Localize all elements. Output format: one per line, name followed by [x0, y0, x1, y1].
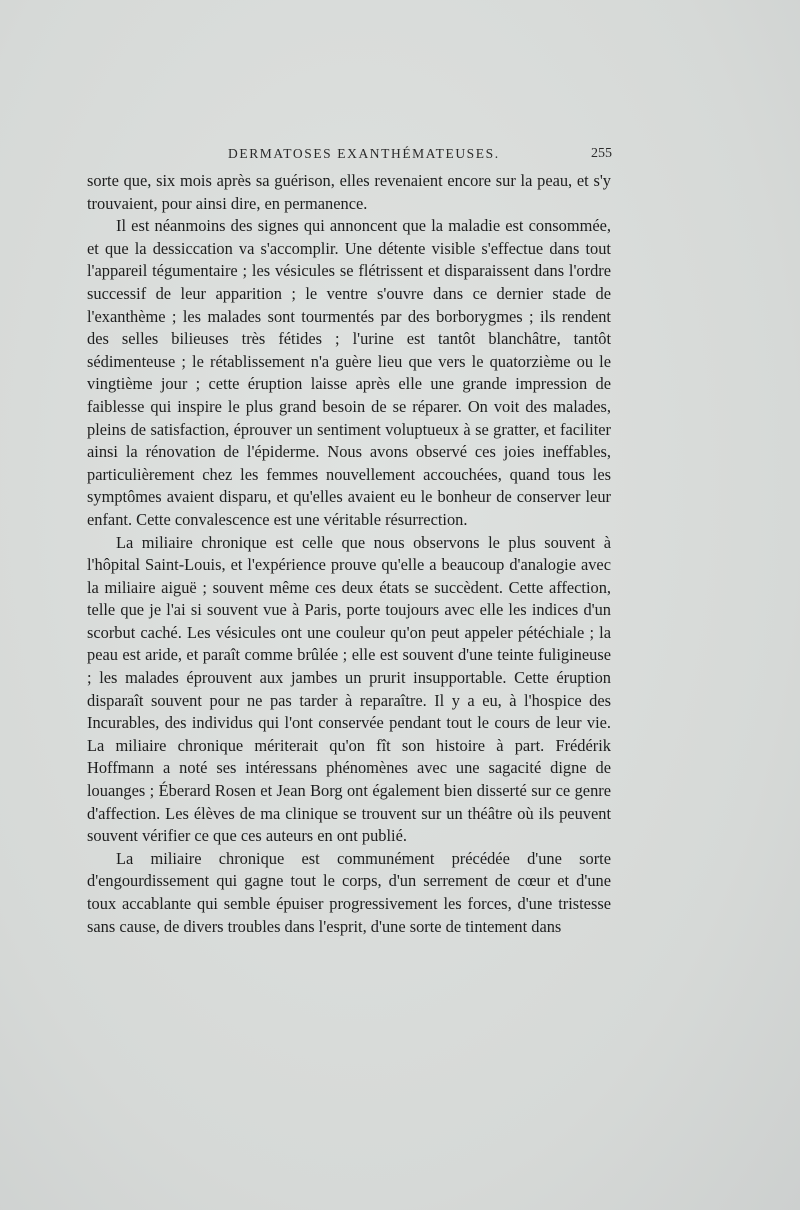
page-header — [110, 146, 612, 166]
page-number: 255 — [591, 146, 612, 161]
paragraph: La miliaire chronique est communément précédée d'une sorte d'engourdissement qui gagne tout le corps, d'un serrement de cœur et d'une toux accablante qui semble épuiser progressivement les forces, d'une tristesse sans cause, de divers troubles dans l'esprit, d'une sorte de tintement dans — [87, 848, 611, 936]
body-text — [87, 170, 611, 938]
paragraph: Il est néanmoins des signes qui annoncent que la maladie est consommée, et que la dessiccation va s'accomplir. Une détente visible s'effectue dans tout l'appareil tégumentaire ; les vésicules se flétrissent et disparaissent dans l'ordre successif de leur apparition ; le ventre s'ouvre dans ce dernier stade de l'exanthème ; les malades sont tourmentés par des borborygmes ; ils rendent des selles bilieuses très fétides ; l'urine est tantôt blanchâtre, tantôt sédimenteuse ; le rétablissement n'a guère lieu que vers le quatorzième ou le vingtième jour ; cette éruption laisse après elle une grande impression de faiblesse qui inspire le plus grand besoin de se réparer. On voit des malades, pleins de satisfaction, éprouver un sentiment voluptueux à se gratter, et faciliter ainsi la rénovation de l'épiderme. Nous avons observé ces joies ineffables, particulièrement chez les femmes nouvellement accouchées, quand tous les symptômes avaient disparu, et qu'elles avaient eu le bonheur de conserver leur enfant. Cette convalescence est une véritable résurrection. — [87, 216, 611, 529]
running-title: DERMATOSES EXANTHÉMATEUSES. — [228, 146, 500, 161]
paragraph: La miliaire chronique est celle que nous observons le plus souvent à l'hôpital Saint-Louis, et l'expérience prouve qu'elle a beaucoup d'analogie avec la miliaire aiguë ; souvent même ces deux états se succèdent. Cette affection, telle que je l'ai si souvent vue à Paris, porte toujours avec elle les indices d'un scorbut caché. Les vésicules ont une couleur qu'on peut appeler pétéchiale ; la peau est aride, et paraît comme brûlée ; elle est souvent d'une teinte fuligineuse ; les malades éprouvent aux jambes un prurit insupportable. Cette éruption disparaît souvent pour ne pas tarder à reparaître. Il y a eu, à l'hospice des Incurables, des individus qui l'ont conservée pendant tout le cours de leur vie. La miliaire chronique mériterait qu'on fît son histoire à part. Frédérik Hoffmann a noté ses intéressans phénomènes avec une sagacité digne de louanges ; Éberard Rosen et Jean Borg ont également bien disserté sur ce genre d'affection. Les élèves de ma clinique se trouvent sur un théâtre où ils peuvent souvent vérifier ce que ces auteurs en ont publié. — [87, 532, 611, 846]
paragraph: sorte que, six mois après sa guérison, elles revenaient encore sur la peau, et s'y trouvaient, pour ainsi dire, en permanence. — [87, 171, 611, 213]
